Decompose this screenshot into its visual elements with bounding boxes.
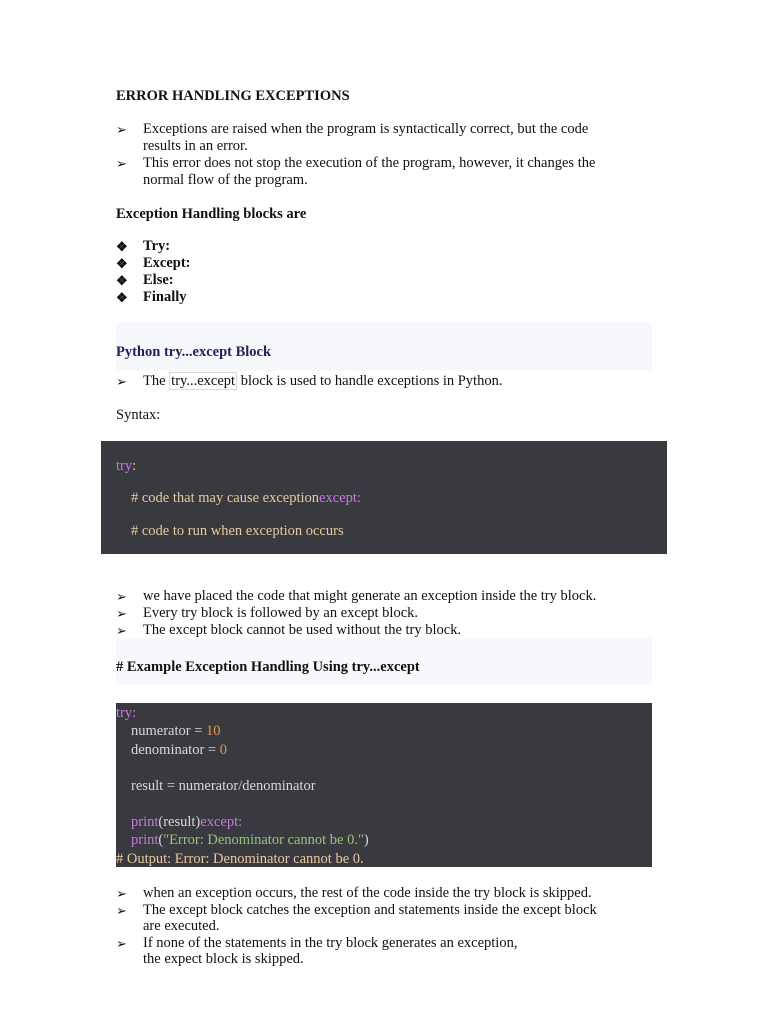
inline-code: try...except <box>171 373 236 389</box>
blocks-heading: Exception Handling blocks are <box>116 206 307 222</box>
code-line: print("Error: Denominator cannot be 0.") <box>131 832 369 848</box>
example-code-block <box>116 703 652 867</box>
section-heading: Python try...except Block <box>116 344 272 360</box>
diamond-bullet-icon: ❖ <box>116 256 128 271</box>
diamond-bullet-icon: ❖ <box>116 273 128 288</box>
arrow-bullet-icon: ➢ <box>116 374 127 389</box>
code-line: print(result)except: <box>131 814 243 830</box>
arrow-bullet-icon: ➢ <box>116 122 127 137</box>
arrow-bullet-icon: ➢ <box>116 589 127 604</box>
page-title: ERROR HANDLING EXCEPTIONS <box>116 88 350 104</box>
arrow-bullet-icon: ➢ <box>116 156 127 171</box>
code-line: try: <box>116 705 137 721</box>
syntax-code-block <box>101 441 667 554</box>
arrow-bullet-icon: ➢ <box>116 623 127 638</box>
code-line: # Output: Error: Denominator cannot be 0. <box>116 851 364 867</box>
arrow-bullet-icon: ➢ <box>116 886 127 901</box>
syntax-label: Syntax: <box>116 407 161 423</box>
code-line: try: <box>116 458 137 474</box>
code-line: numerator = 10 <box>131 723 221 739</box>
code-line: # code that may cause exceptionexcept: <box>131 490 361 506</box>
code-line: # code to run when exception occurs <box>131 523 344 539</box>
arrow-bullet-icon: ➢ <box>116 936 127 951</box>
arrow-bullet-icon: ➢ <box>116 606 127 621</box>
diamond-bullet-icon: ❖ <box>116 239 128 254</box>
diamond-bullet-icon: ❖ <box>116 290 128 305</box>
arrow-bullet-icon: ➢ <box>116 903 127 918</box>
code-line: denominator = 0 <box>131 742 227 758</box>
example-heading: # Example Exception Handling Using try...except <box>116 659 420 675</box>
code-line: result = numerator/denominator <box>131 778 316 794</box>
